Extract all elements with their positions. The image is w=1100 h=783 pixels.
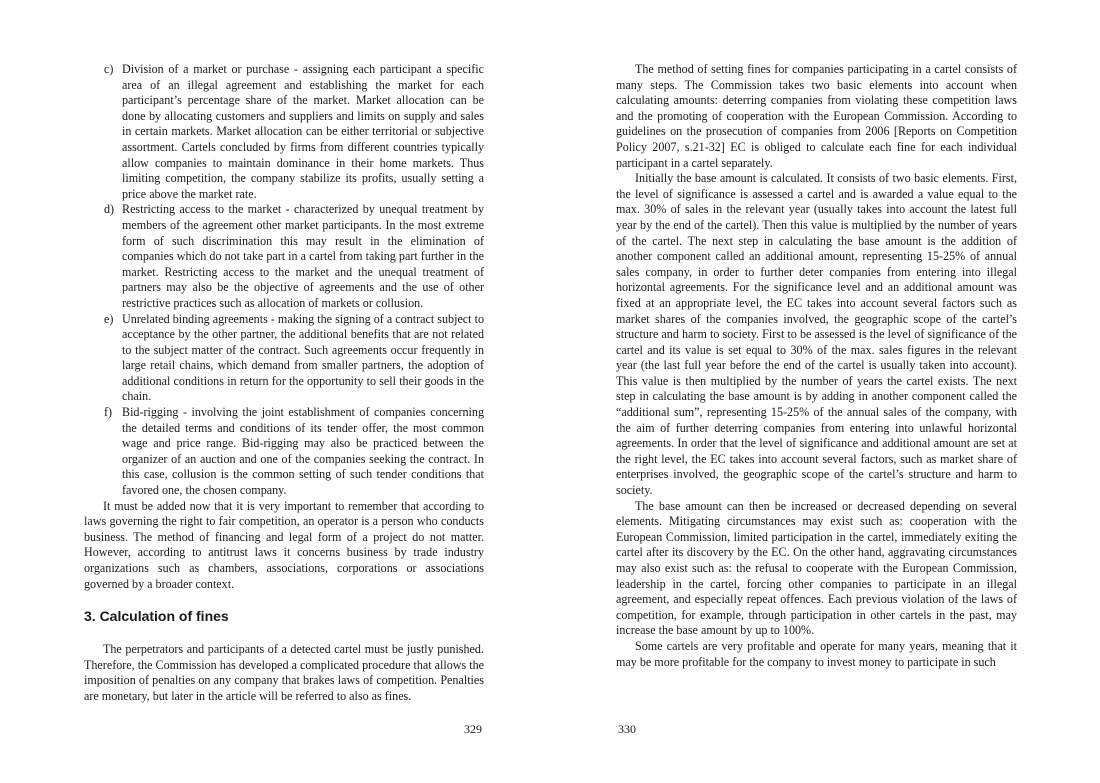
page-number: 330 [618, 722, 636, 736]
section-heading: 3. Calculation of fines [84, 608, 229, 625]
list-item-text: Restricting access to the market - characterized by unequal treatment by members of the agreement other market participants. In the most extreme form of such discrimination this may result in the elimination of companies which do not take part in a cartel from taking part further in the market. Restricting access to the market and the unequal treatment of partners may also be the objective of agreements and the use of other restrictive practices such as allocation of markets or collusion. [122, 202, 484, 310]
right-text-column [616, 62, 1017, 670]
list-item [84, 405, 484, 499]
list-marker: e) [104, 311, 114, 326]
list-item [84, 312, 484, 406]
paragraph: It must be added now that it is very important to remember that according to laws governing the right to fair competition, an operator is a person who conducts business. The method of financing and legal form of a project do not matter. However, according to antitrust laws it concerns business by trade industry organizations such as chambers, associations, corporations or associations governed by a broader context. [84, 498, 484, 591]
list-marker: c) [104, 62, 114, 76]
page-number: 329 [464, 722, 482, 736]
list-marker: d) [104, 202, 115, 217]
list-item [84, 202, 484, 311]
list-item-text: Unrelated binding agreements - making the signing of a contract subject to acceptance by the other partner, the additional benefits that are not related to the subject matter of the contract. Such agreements occur frequently in large retail chains, which demand from smaller partners, the adoption of additional conditions in return for the opportunity to sell their goods in the chain. [122, 311, 484, 404]
right-page [550, 0, 1100, 783]
cartel-types-list [84, 62, 484, 499]
paragraph: Initially the base amount is calculated. It consists of two basic elements. First, the level of significance is assessed a cartel and is awarded a value equal to the max. 30% of sales in the relevant year (usually takes into account the latest full year by the end of the cartel). Then this value is multiplied by the number of years of the cartel. The next step in calculating the base amount is the addition of another component called an additional amount, representing 15-25% of annual sales company, in order to further deter companies from entering into illegal horizontal agreements. For the significance level and an additional amount was fixed at an appropriate level, the EC takes into account several factors such as market shares of the companies involved, the geographic scope of the cartel’s structure and harm to society. First to be assessed is the level of significance of the cartel and its value is set equal to 30% of the max. sales figures in the relevant year (the last full year before the end of the cartel is usually taken into account). This value is then multiplied by the number of years the cartel exists. The next step in calculating the base amount is by adding in another component called the “additional sum”, representing 15-25% of the annual sales of the company, with the aim of further deterring companies from entering into unlawful horizontal agreements. In order that the level of significance and additional amount are set at the right level, the EC takes into account several factors, such as market share of enterprises involved, the geographic scope of the cartel’s structure and harm to society. [616, 171, 1017, 498]
paragraph: The base amount can then be increased or decreased depending on several elements. Mitigating circumstances may exist such as: cooperation with the European Commission, limited participation in the cartel, immediately exiting the cartel after its discovery by the EC. On the other hand, aggravating circumstances may also exist such as: the refusal to cooperate with the European Commission, leadership in the cartel, forcing other companies to participate in an illegal agreement, and especially repeat offences. Each previous violation of the laws of competition, for example, through participation in other cartels in the past, may increase the base amount by up to 100%. [616, 498, 1017, 638]
list-item [84, 62, 484, 202]
paragraph: Some cartels are very profitable and operate for many years, meaning that it may be more profitable for the company to invest money to participate in such [616, 638, 1017, 669]
paragraph: The method of setting fines for companies participating in a cartel consists of many steps. The Commission takes two basic elements into account when calculating amounts: deterring companies from violating these competition laws and the promoting of cooperation with the European Commission. According to guidelines on the prosecution of companies from 2006 [Reports on Competition Policy 2007, s.21-32] EC is obliged to calculate each fine for each individual participant in a cartel separately. [616, 62, 1017, 170]
paragraph: The perpetrators and participants of a detected cartel must be justly punished. Therefore, the Commission has developed a complicated procedure that allows the imposition of penalties on any company that brakes laws of competition. Penalties are monetary, but later in the article will be referred to also as fines. [84, 642, 484, 703]
list-marker: f) [104, 405, 113, 420]
list-item-text: Division of a market or purchase - assigning each participant a specific area of an illegal agreement and establishing the market for each participant’s percentage share of the market. Market allocation can be done by allocating customers and suppliers and limits on supply and sales in certain markets. Market allocation can be either territorial or subjective assortment. Cartels concluded by firms from different countries typically allow companies to maintain dominance in their home markets. Thus limiting competition, the company stabilize its profits, usually setting a price above the market rate. [122, 62, 484, 201]
list-item-text: Bid-rigging - involving the joint establishment of companies concerning the detailed terms and conditions of its tender offer, the most common wage and price range. Bid-rigging may also be practiced between the organizer of an auction and one of the companies seeking the contract. In this case, collusion is the common setting of such tender conditions that favored one, the chosen company. [122, 405, 484, 498]
left-text-column [84, 62, 484, 705]
